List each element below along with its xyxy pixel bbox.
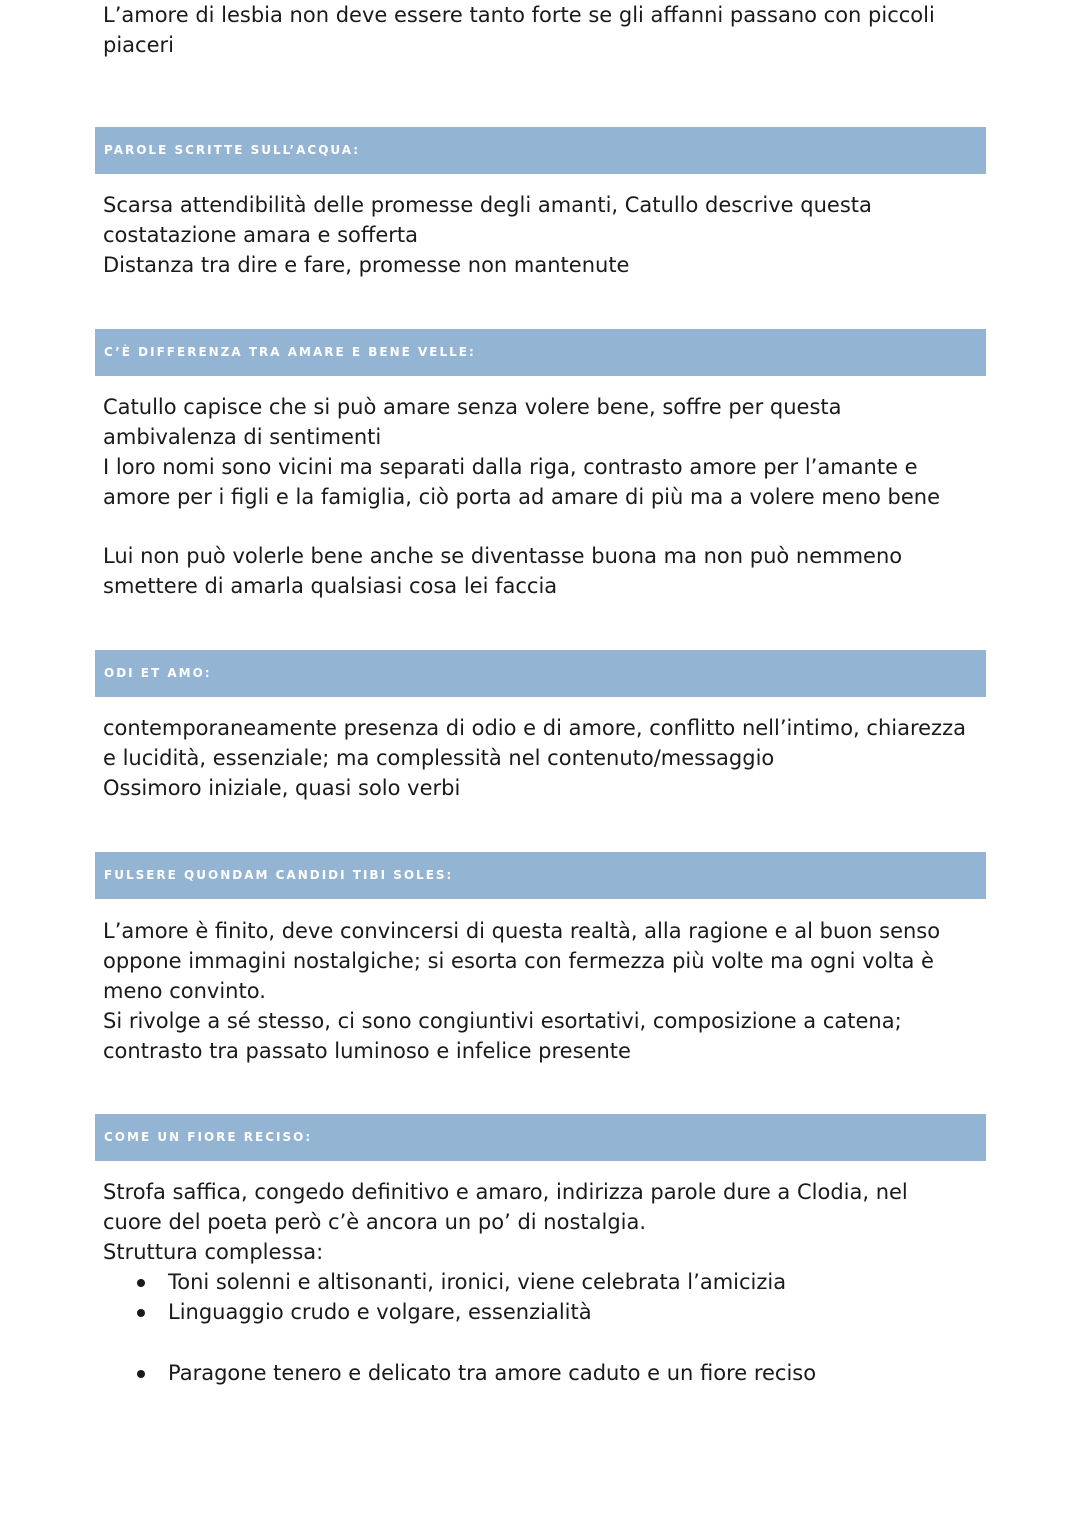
paragraph-line: Scarsa attendibilità delle promesse degli amanti, Catullo descrive questa — [103, 193, 872, 217]
paragraph-line: smettere di amarla qualsiasi cosa lei faccia — [103, 574, 558, 598]
paragraph-line: I loro nomi sono vicini ma separati dalla riga, contrasto amore per l’amante e — [103, 455, 918, 479]
paragraph-line: contemporaneamente presenza di odio e di amore, conflitto nell’intimo, chiarezza — [103, 716, 966, 740]
section-paragraph — [103, 190, 983, 280]
list-item — [103, 1267, 983, 1297]
bullet-icon — [137, 1370, 145, 1378]
paragraph-line: Ossimoro iniziale, quasi solo verbi — [103, 776, 461, 800]
paragraph-line: L’amore è finito, deve convincersi di questa realtà, alla ragione e al buon senso — [103, 919, 941, 943]
list-item — [103, 1358, 983, 1388]
section-heading-fiore-reciso: COME UN FIORE RECISO: — [95, 1114, 986, 1161]
paragraph-line: Distanza tra dire e fare, promesse non mantenute — [103, 253, 630, 277]
paragraph-line: meno convinto. — [103, 979, 266, 1003]
section-paragraph — [103, 1177, 983, 1267]
bullet-icon — [137, 1309, 145, 1317]
paragraph-line: Strofa saffica, congedo definitivo e amaro, indirizza parole dure a Clodia, nel — [103, 1180, 908, 1204]
section-paragraph — [103, 713, 983, 803]
paragraph-line: Catullo capisce che si può amare senza volere bene, soffre per questa — [103, 395, 842, 419]
intro-paragraph — [103, 0, 983, 60]
paragraph-line: costatazione amara e sofferta — [103, 223, 419, 247]
section-paragraph — [103, 916, 983, 1066]
paragraph-line: e lucidità, essenziale; ma complessità nel contenuto/messaggio — [103, 746, 775, 770]
paragraph-line: Si rivolge a sé stesso, ci sono congiuntivi esortativi, composizione a catena; — [103, 1009, 902, 1033]
section-paragraph — [103, 541, 983, 601]
paragraph-line: contrasto tra passato luminoso e infelice presente — [103, 1039, 631, 1063]
list-item — [103, 1297, 983, 1327]
paragraph-line: Struttura complessa: — [103, 1240, 324, 1264]
paragraph-line: cuore del poeta però c’è ancora un po’ di nostalgia. — [103, 1210, 647, 1234]
list-item-text: Linguaggio crudo e volgare, essenzialità — [168, 1300, 592, 1324]
section-heading-parole-scritte: PAROLE SCRITTE SULL’ACQUA: — [95, 127, 986, 174]
bullet-list — [103, 1358, 983, 1388]
paragraph-line: oppone immagini nostalgiche; si esorta con fermezza più volte ma ogni volta è — [103, 949, 934, 973]
paragraph-line: piaceri — [103, 33, 174, 57]
section-heading-fulsere: FULSERE QUONDAM CANDIDI TIBI SOLES: — [95, 852, 986, 899]
section-heading-odi-et-amo: ODI ET AMO: — [95, 650, 986, 697]
paragraph-line: amore per i figli e la famiglia, ciò porta ad amare di più ma a volere meno bene — [103, 485, 941, 509]
bullet-icon — [137, 1279, 145, 1287]
list-item-text: Toni solenni e altisonanti, ironici, viene celebrata l’amicizia — [168, 1270, 787, 1294]
paragraph-line: ambivalenza di sentimenti — [103, 425, 382, 449]
section-paragraph — [103, 392, 983, 512]
list-item-text: Paragone tenero e delicato tra amore caduto e un fiore reciso — [168, 1361, 817, 1385]
section-heading-differenza: C’È DIFFERENZA TRA AMARE E BENE VELLE: — [95, 329, 986, 376]
bullet-list — [103, 1267, 983, 1327]
paragraph-line: L’amore di lesbia non deve essere tanto forte se gli affanni passano con piccoli — [103, 3, 935, 27]
paragraph-line: Lui non può volerle bene anche se diventasse buona ma non può nemmeno — [103, 544, 903, 568]
